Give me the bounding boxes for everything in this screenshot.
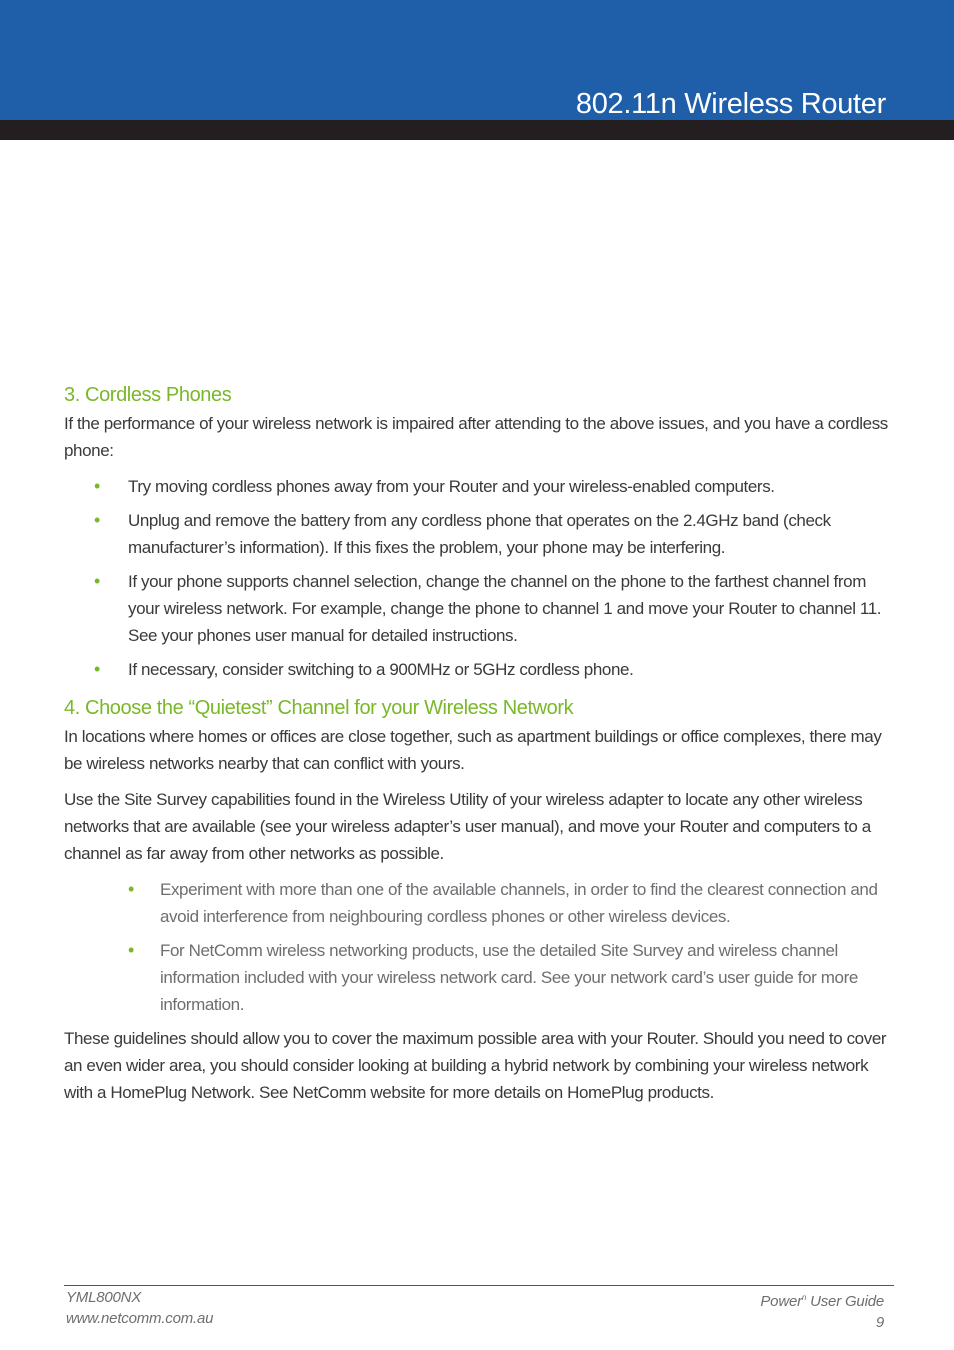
header-divider-bar bbox=[0, 120, 954, 140]
document-title: 802.11n Wireless Router bbox=[575, 88, 886, 120]
closing-paragraph: These guidelines should allow you to cover the maximum possible area with your Router. Should you need to cover an even wider area, you should consider looking at building a hybrid network by combining your wireless network with a HomePlug Network. See NetComm website for more details on HomePlug products. bbox=[64, 1029, 887, 1102]
list-item-text: Unplug and remove the battery from any cordless phone that operates on the 2.4GHz band (check manufacturer’s information). If this fixes the problem, your phone may be interfering. bbox=[128, 511, 831, 557]
list-item bbox=[64, 876, 892, 930]
bullet-icon: • bbox=[128, 940, 134, 960]
footer-divider bbox=[64, 1285, 894, 1286]
footer-website-link[interactable]: www.netcomm.com.au bbox=[66, 1310, 214, 1327]
list-item bbox=[64, 507, 892, 561]
section-heading-cordless-phones: 3. Cordless Phones bbox=[64, 384, 232, 406]
footer-right bbox=[760, 1287, 884, 1333]
footer-brand: Power bbox=[760, 1293, 802, 1310]
list-item-text: If your phone supports channel selection, change the channel on the phone to the farthest channel from your wireless network. For example, change the phone to channel 1 and move your Router to channel 11. See your phones user manual for detailed instructions. bbox=[128, 572, 882, 645]
bullet-icon: • bbox=[128, 879, 134, 899]
section4-paragraph-2: Use the Site Survey capabilities found in the Wireless Utility of your wireless adapter to locate any other wireless networks that are available (see your wireless adapter’s user manual), and move your Router and computers to a channel as far away from other networks as possible. bbox=[64, 790, 871, 863]
section-heading-quietest-channel: 4. Choose the “Quietest” Channel for your Wireless Network bbox=[64, 697, 574, 719]
page-number: 9 bbox=[875, 1314, 884, 1331]
footer-left bbox=[66, 1287, 213, 1329]
list-item-text: Try moving cordless phones away from your Router and your wireless-enabled computers. bbox=[128, 477, 775, 496]
page-content bbox=[64, 380, 892, 1106]
footer-guide-title bbox=[760, 1287, 884, 1312]
cordless-phones-list bbox=[64, 473, 892, 683]
list-item bbox=[64, 937, 892, 1018]
list-item-text: Experiment with more than one of the available channels, in order to find the clearest connection and avoid interference from neighbouring cordless phones or other wireless devices. bbox=[160, 880, 878, 926]
list-item-text: For NetComm wireless networking products, use the detailed Site Survey and wireless channel information included with your wireless network card. See your network card’s user guide for more information. bbox=[160, 941, 858, 1014]
footer-brand-superscript: n bbox=[801, 1293, 807, 1302]
channel-tips-list bbox=[64, 876, 892, 1018]
bullet-icon: • bbox=[94, 659, 100, 679]
list-item-text: If necessary, consider switching to a 900MHz or 5GHz cordless phone. bbox=[128, 660, 634, 679]
section3-intro: If the performance of your wireless network is impaired after attending to the above issues, and you have a cordless phone: bbox=[64, 414, 888, 460]
footer-model: YML800NX bbox=[66, 1289, 142, 1306]
list-item bbox=[64, 656, 892, 683]
section4-paragraph-1: In locations where homes or offices are close together, such as apartment buildings or office complexes, there may be wireless networks nearby that can conflict with yours. bbox=[64, 727, 882, 773]
bullet-icon: • bbox=[94, 510, 100, 530]
bullet-icon: • bbox=[94, 476, 100, 496]
list-item bbox=[64, 473, 892, 500]
bullet-icon: • bbox=[94, 571, 100, 591]
list-item bbox=[64, 568, 892, 649]
footer-guide-label: User Guide bbox=[806, 1293, 884, 1310]
